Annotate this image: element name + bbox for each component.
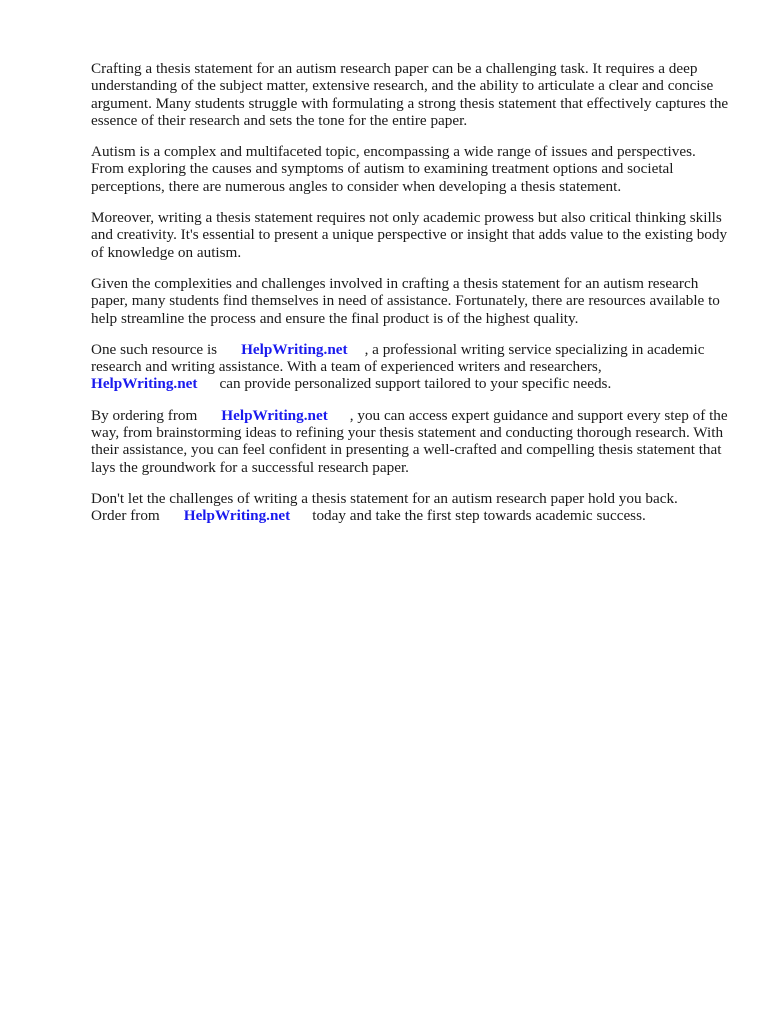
ordering-text-after: , you can access expert guidance and support every step of the way, from brainstorming ideas to refining your thesis statement and conducting thorough research. With their assistance, you can feel confident in presenting a well-crafted and compelling thesis statement that lays the groundwork for a successful research paper. [91,406,728,476]
closing-text-after: today and take the first step towards academic success. [312,507,646,525]
resource-text-middle: , a professional writing service specializing in academic research and writing assistance. With a team of experienced writers and researchers, [91,340,705,376]
helpwriting-link[interactable]: HelpWriting.net [221,406,328,424]
paragraph-critical-thinking: Moreover, writing a thesis statement requires not only academic prowess but also critical thinking skills and creativity. It's essential to present a unique perspective or insight that adds value to the existing body of knowledge on autism. [91,209,728,261]
paragraph-ordering [91,407,731,476]
helpwriting-link[interactable]: HelpWriting.net [183,507,291,525]
resource-text-after: can provide personalized support tailored to your specific needs. [219,375,612,393]
paragraph-closing [91,490,731,525]
document-body [91,60,731,539]
paragraph-autism-topic: Autism is a complex and multifaceted topic, encompassing a wide range of issues and perspectives. From exploring the causes and symptoms of autism to examining treatment options and societal perceptions, there are numerous angles to consider when developing a thesis statement. [91,143,696,195]
ordering-text-before: By ordering from [91,406,198,424]
paragraph-intro: Crafting a thesis statement for an autism research paper can be a challenging task. It requires a deep understanding of the subject matter, extensive research, and the ability to articulate a clear and concise argument. Many students struggle with formulating a strong thesis statement that effectively captures the essence of their research and sets the tone for the entire paper. [91,60,729,129]
closing-text-before: Order from [91,507,160,525]
paragraph-resource [91,341,731,393]
resource-text-before: One such resource is [91,340,218,358]
helpwriting-link[interactable]: HelpWriting.net [91,375,198,393]
paragraph-assistance: Given the complexities and challenges involved in crafting a thesis statement for an autism research paper, many students find themselves in need of assistance. Fortunately, there are resources available to help streamline the process and ensure the final product is of the highest quality. [91,274,720,327]
closing-line-1: Don't let the challenges of writing a thesis statement for an autism research paper hold you back. [91,489,678,507]
helpwriting-link[interactable]: HelpWriting.net [241,340,348,358]
